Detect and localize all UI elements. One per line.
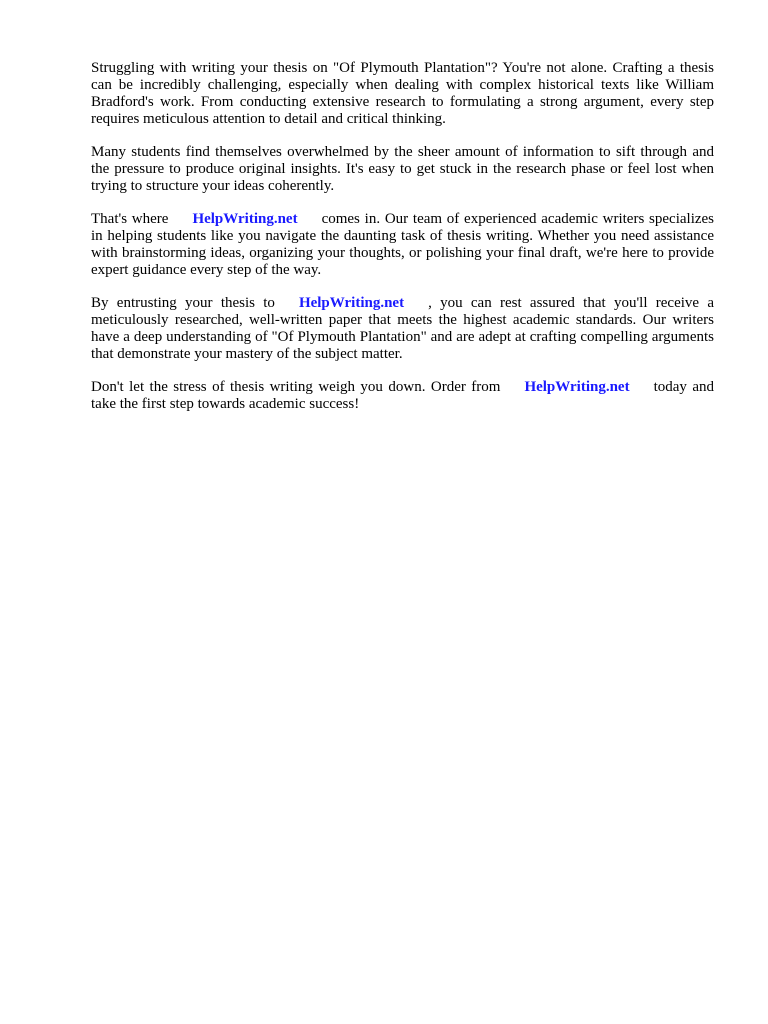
helpwriting-link-3[interactable]: HelpWriting.net — [524, 379, 630, 395]
document-body — [91, 60, 714, 429]
paragraph-assurance — [91, 295, 714, 363]
paragraph-intro — [91, 60, 714, 128]
paragraph-service — [91, 211, 714, 279]
paragraph-call-to-action — [91, 379, 714, 413]
paragraph-struggles-text: Many students find themselves overwhelmed by the sheer amount of information to sift through and the pressure to produce original insights. It's easy to get stuck in the research phase or feel lost when trying to structure your ideas coherently. — [91, 144, 714, 194]
paragraph-assurance-text-after: , you can rest assured that you'll receive a meticulously researched, well-written paper that meets the highest academic standards. Our writers have a deep understanding of "Of Plymouth Plantation" and are adept at crafting compelling arguments that demonstrate your mastery of the subject matter. — [91, 295, 714, 362]
helpwriting-link-2[interactable]: HelpWriting.net — [298, 295, 405, 311]
paragraph-intro-text: Struggling with writing your thesis on "Of Plymouth Plantation"? You're not alone. Crafting a thesis can be incredibly challenging, especially when dealing with complex historical texts like William Bradford's work. From conducting extensive research to formulating a strong argument, every step requires meticulous attention to detail and critical thinking. — [91, 60, 714, 127]
helpwriting-link-1[interactable]: HelpWriting.net — [192, 211, 298, 227]
paragraph-assurance-text-before: By entrusting your thesis to — [91, 295, 275, 311]
paragraph-cta-text-after: today and take the first step towards academic success! — [91, 379, 714, 412]
paragraph-struggles — [91, 144, 714, 195]
paragraph-service-text-after: comes in. Our team of experienced academic writers specializes in helping students like you navigate the daunting task of thesis writing. Whether you need assistance with brainstorming ideas, organizing your thoughts, or polishing your final draft, we're here to provide expert guidance every step of the way. — [91, 211, 715, 278]
paragraph-service-text-before: That's where — [91, 211, 169, 227]
paragraph-cta-text-before: Don't let the stress of thesis writing weigh you down. Order from — [91, 379, 501, 395]
